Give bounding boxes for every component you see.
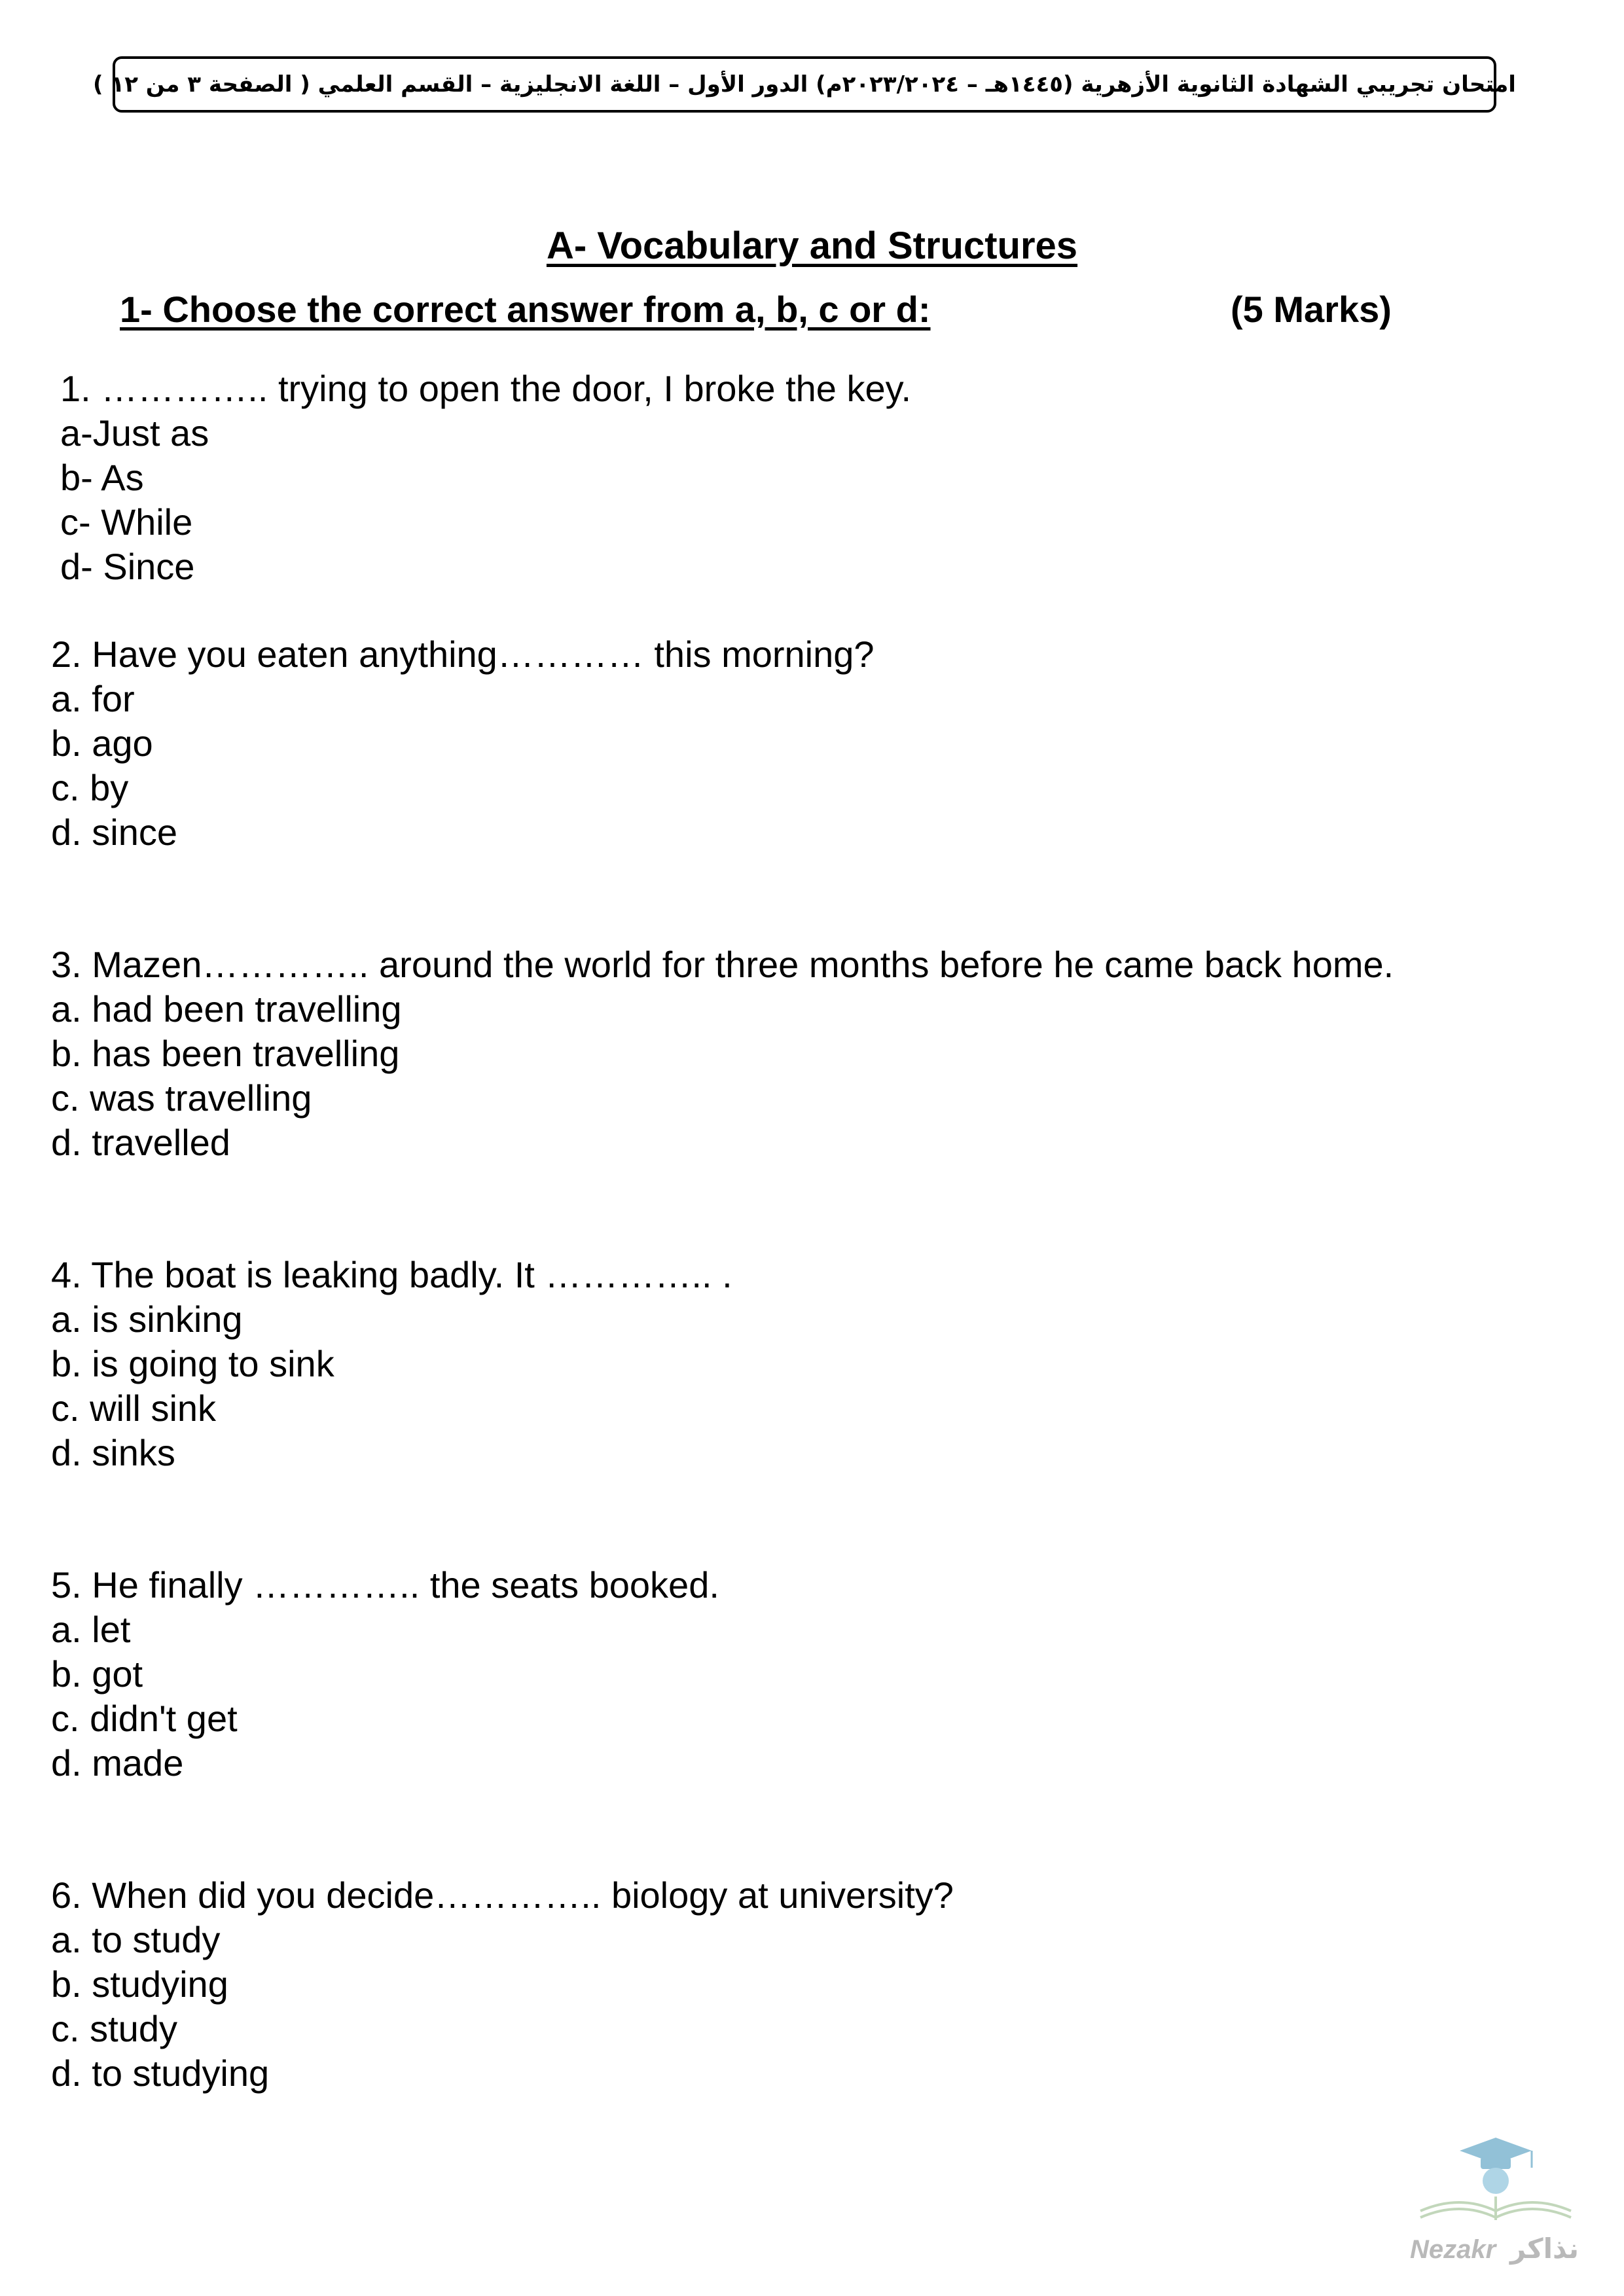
option-c: c. will sink	[51, 1388, 217, 1429]
option-a: a. is sinking	[51, 1299, 243, 1340]
option-d: d. sinks	[51, 1432, 175, 1473]
option-b: b- As	[60, 457, 144, 498]
question-5	[51, 1563, 1589, 1785]
option-d: d. made	[51, 1742, 184, 1784]
section-title	[0, 224, 1624, 268]
question-4	[51, 1253, 1589, 1475]
graduation-cap-icon	[1460, 2138, 1532, 2194]
option-c: c. study	[51, 2008, 177, 2049]
question-text: 3. Mazen………….. around the world for three months before he came back home.	[51, 944, 1394, 985]
option-b: b. has been travelling	[51, 1033, 400, 1074]
question-text: 2. Have you eaten anything………… this morning?	[51, 634, 875, 675]
option-d: d- Since	[60, 546, 195, 587]
option-b: b. ago	[51, 723, 153, 764]
option-b: b. is going to sink	[51, 1343, 334, 1384]
option-b: b. studying	[51, 1964, 228, 2005]
question-text: 1. ………….. trying to open the door, I broke the key.	[60, 368, 912, 409]
option-a: a. had been travelling	[51, 988, 402, 1030]
exam-header-text: امتحان تجريبي الشهادة الثانوية الأزهرية (١٤٤٥هـ – ٢٠٢٣/٢٠٢٤م) الدور الأول – اللغة الانجليزية – القسم العلمي ( الصفحة ٣ من ١٢ )	[93, 71, 1516, 98]
option-a: a-Just as	[60, 412, 209, 454]
options-list	[60, 411, 1598, 589]
options-list	[51, 1607, 1589, 1785]
option-c: c. was travelling	[51, 1077, 312, 1119]
option-c: c. by	[51, 767, 129, 808]
question-2	[51, 632, 1589, 855]
option-a: a. to study	[51, 1919, 221, 1960]
question-6	[51, 1873, 1589, 2096]
watermark-arabic-text: نذاكر	[1510, 2233, 1579, 2265]
option-a: a. let	[51, 1609, 131, 1650]
section-title-text: A- Vocabulary and Structures	[546, 224, 1078, 267]
options-list	[51, 987, 1589, 1165]
option-c: c. didn't get	[51, 1698, 238, 1739]
marks-label: (5 Marks)	[1231, 289, 1392, 330]
option-d: d. travelled	[51, 1122, 230, 1163]
open-book-icon	[1420, 2197, 1571, 2220]
option-d: d. since	[51, 812, 177, 853]
instruction-text: 1- Choose the correct answer from a, b, c or d:	[120, 289, 931, 330]
watermark-brand-text: Nezakr	[1410, 2235, 1496, 2264]
option-a: a. for	[51, 678, 135, 719]
option-c: c- While	[60, 501, 193, 543]
options-list	[51, 677, 1589, 855]
question-text: 5. He finally ………….. the seats booked.	[51, 1564, 719, 1605]
option-d: d. to studying	[51, 2053, 270, 2094]
exam-header-box	[93, 56, 1516, 113]
question-3	[51, 942, 1589, 1165]
option-b: b. got	[51, 1653, 143, 1695]
options-list	[51, 1918, 1589, 2096]
question-text: 4. The boat is leaking badly. It ………….. .	[51, 1254, 732, 1295]
question-text: 6. When did you decide………….. biology at university?	[51, 1874, 954, 1916]
nezakr-watermark-logo	[1401, 2134, 1591, 2284]
options-list	[51, 1297, 1589, 1475]
question-1	[60, 367, 1598, 589]
